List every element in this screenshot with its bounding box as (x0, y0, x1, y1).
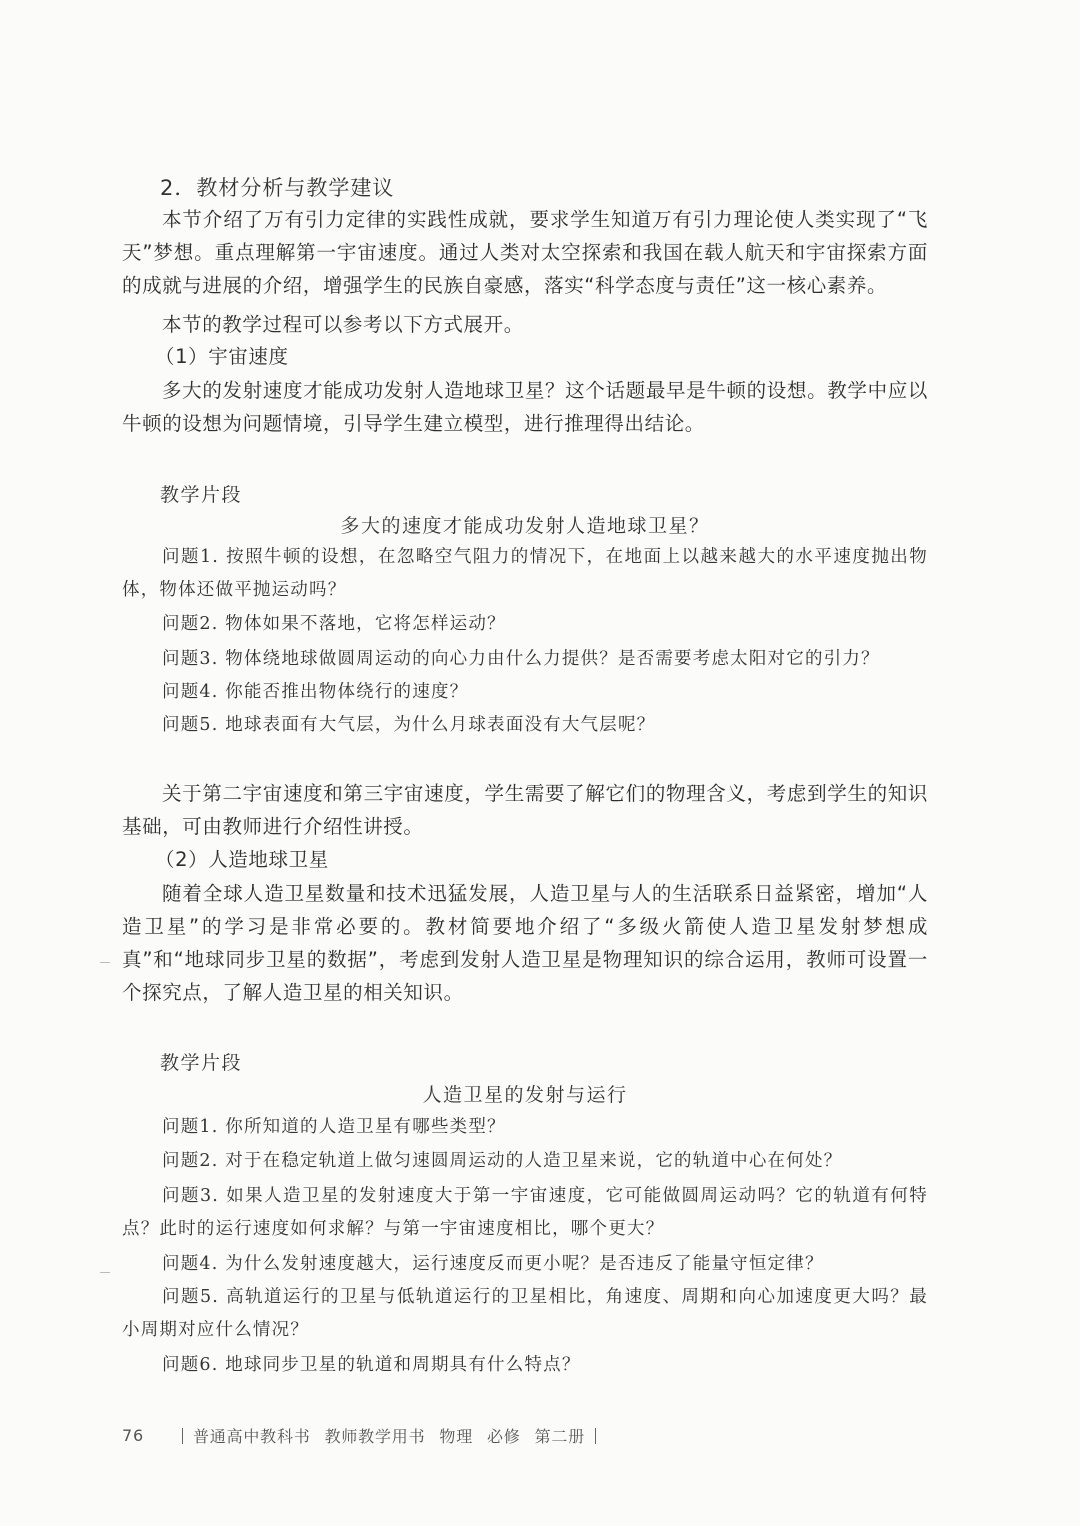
page-footer (122, 1424, 606, 1447)
segment2-question: 问题1. 你所知道的人造卫星有哪些类型？ (162, 1117, 506, 1137)
segment1-question: 问题4. 你能否推出物体绕行的速度？ (162, 682, 469, 702)
segment2-question: 问题3. 如果人造卫星的发射速度大于第一宇宙速度，它可能做圆周运动吗？它的轨道有何特点？此时的运行速度如何求解？与第一宇宙速度相比，哪个更大？ (122, 1186, 928, 1239)
subsection-heading-1: （1）宇宙速度 (155, 345, 289, 368)
footer-type: 教师教学用书 (324, 1427, 426, 1446)
segment1-question: 问题5. 地球表面有大气层，为什么月球表面没有大气层呢？ (162, 715, 656, 735)
subsection-heading-2: （2）人造地球卫星 (155, 848, 329, 871)
segment2-question: 问题6. 地球同步卫星的轨道和周期具有什么特点？ (162, 1355, 581, 1375)
segment2-question: 问题2. 对于在稳定轨道上做匀速圆周运动的人造卫星来说，它的轨道中心在何处？ (162, 1151, 843, 1171)
footer-volume: 第二册 (534, 1427, 586, 1446)
footer-divider (182, 1428, 183, 1444)
intro-paragraph-1: 本节介绍了万有引力定律的实践性成就，要求学生知道万有引力理论使人类实现了“飞天”梦想。重点理解第一宇宙速度。通过人类对太空探索和我国在载人航天和宇宙探索方面的成就与进展的介绍，增强学生的民族自豪感，落实“科学态度与责任”这一核心素养。 (122, 208, 928, 297)
intro-paragraph-2: 本节的教学过程可以参考以下方式展开。 (162, 313, 524, 336)
teaching-segment-label-1: 教学片段 (160, 484, 243, 506)
teaching-segment-title-2: 人造卫星的发射与运行 (422, 1084, 628, 1106)
footer-book: 普通高中教科书 (192, 1427, 311, 1446)
segment1-question: 问题1. 按照牛顿的设想，在忽略空气阻力的情况下，在地面上以越来越大的水平速度抛出物体，物体还做平抛运动吗？ (122, 547, 928, 600)
margin-mark (100, 1272, 110, 1273)
segment1-question: 问题2. 物体如果不落地，它将怎样运动？ (162, 614, 506, 634)
page-number: 76 (122, 1426, 144, 1445)
body-paragraph-4: 关于第二宇宙速度和第三宇宙速度，学生需要了解它们的物理含义，考虑到学生的知识基础，可由教师进行介绍性讲授。 (122, 782, 928, 838)
margin-mark (100, 962, 110, 963)
footer-divider (595, 1428, 596, 1444)
segment2-question: 问题5. 高轨道运行的卫星与低轨道运行的卫星相比，角速度、周期和向心加速度更大吗？最小周期对应什么情况？ (122, 1287, 928, 1340)
segment1-question: 问题3. 物体绕地球做圆周运动的向心力由什么力提供？是否需要考虑太阳对它的引力？ (162, 649, 880, 669)
body-paragraph-5: 随着全球人造卫星数量和技术迅猛发展，人造卫星与人的生活联系日益紧密，增加“人造卫星”的学习是非常必要的。教材简要地介绍了“多级火箭使人造卫星发射梦想成真”和“地球同步卫星的数据”，考虑到发射人造卫星是物理知识的综合运用，教师可设置一个探究点，了解人造卫星的相关知识。 (122, 882, 928, 1004)
footer-category: 必修 (487, 1427, 521, 1446)
section-heading: 2．教材分析与教学建议 (160, 176, 395, 200)
segment2-question: 问题4. 为什么发射速度越大，运行速度反而更小呢？是否违反了能量守恒定律？ (162, 1254, 824, 1274)
intro-paragraph-3: 多大的发射速度才能成功发射人造地球卫星？这个话题最早是牛顿的设想。教学中应以牛顿的设想为问题情境，引导学生建立模型，进行推理得出结论。 (122, 379, 928, 435)
teaching-segment-title-1: 多大的速度才能成功发射人造地球卫星？ (340, 515, 710, 537)
footer-subject: 物理 (439, 1427, 473, 1446)
teaching-segment-label-2: 教学片段 (160, 1052, 243, 1074)
